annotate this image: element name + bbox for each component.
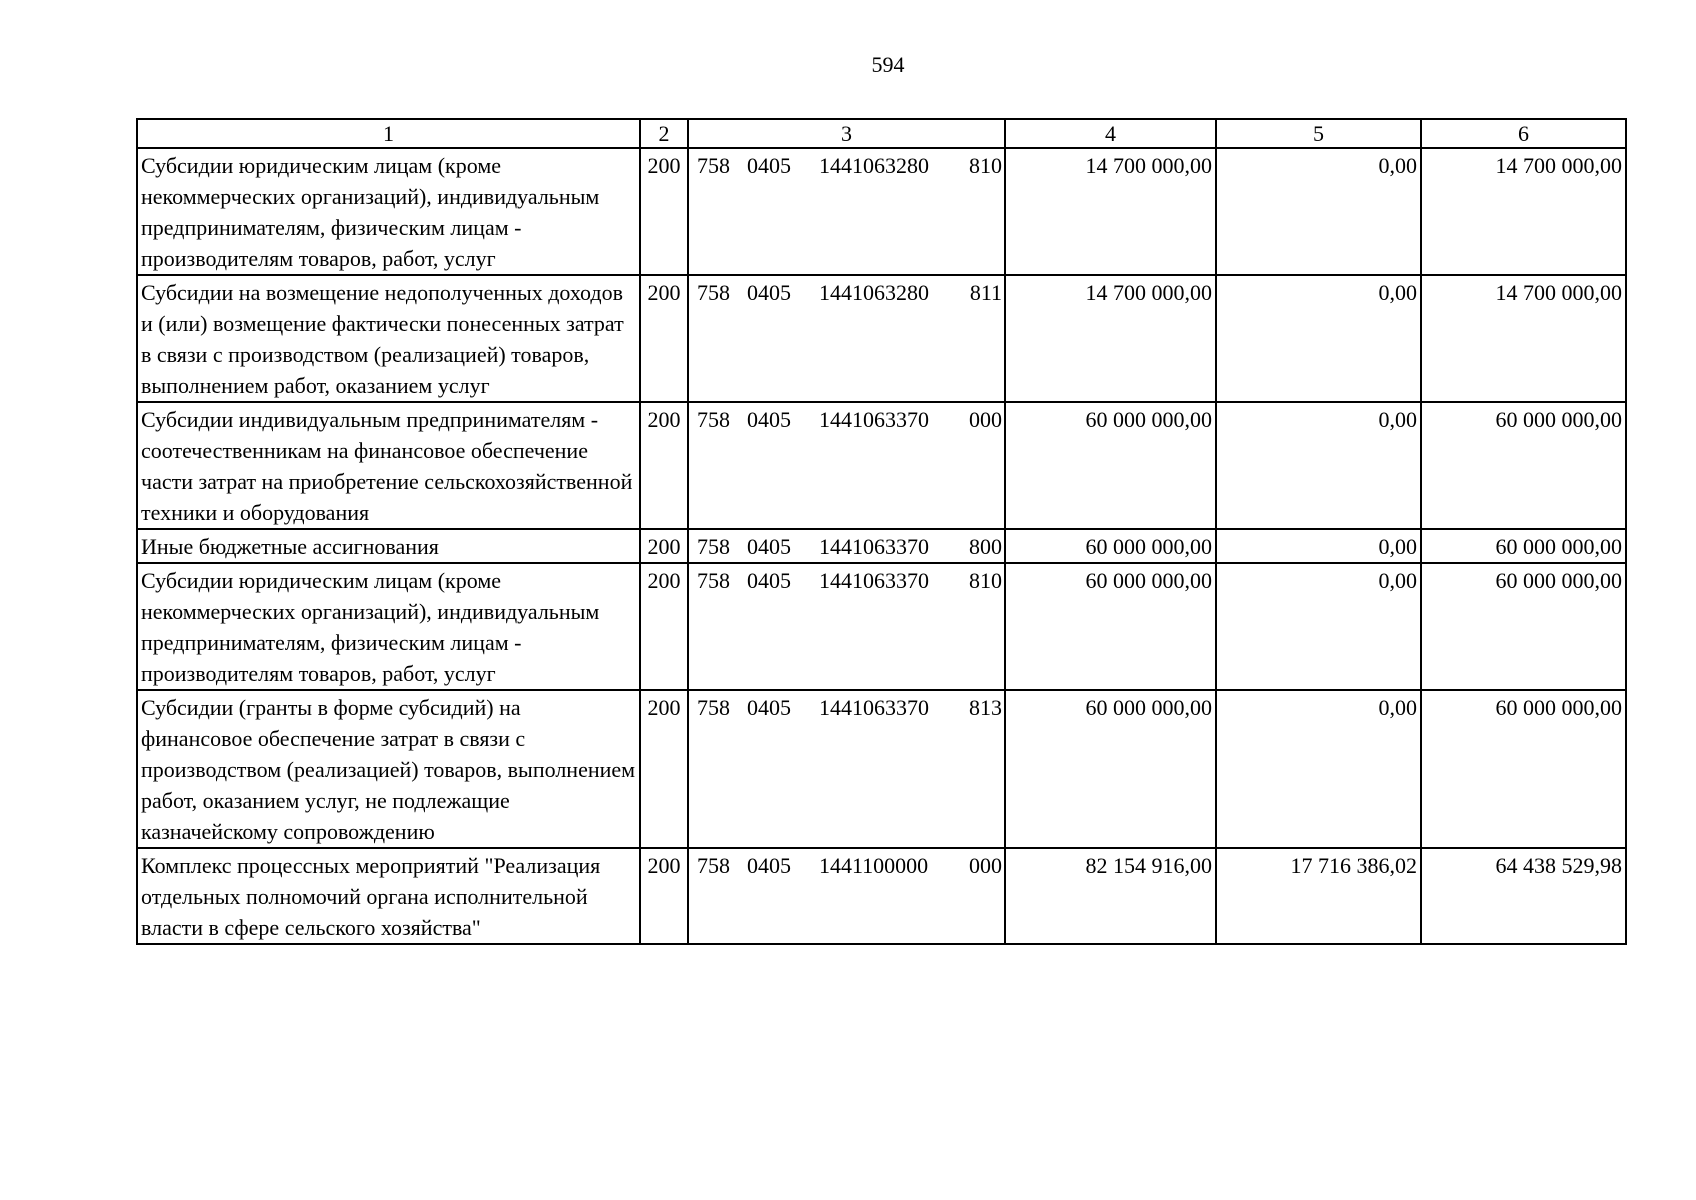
row-col6: 60 000 000,00 (1421, 529, 1626, 563)
row-col4: 60 000 000,00 (1005, 529, 1216, 563)
row-col4: 82 154 916,00 (1005, 848, 1216, 944)
row-name: Субсидии индивидуальным предпринимателям - соотечественникам на финансовое обеспечение части затрат на приобретение сельскохозяйственной техники и оборудования (137, 402, 640, 529)
code-part: 0405 (747, 568, 791, 593)
header-cell: 4 (1005, 119, 1216, 148)
code-part: 0405 (747, 280, 791, 305)
code-part: 000 (969, 407, 1002, 432)
header-cell: 6 (1421, 119, 1626, 148)
table-row (137, 690, 1626, 848)
row-col5: 17 716 386,02 (1216, 848, 1421, 944)
page-number: 594 (871, 52, 905, 77)
row-col5: 0,00 (1216, 563, 1421, 690)
row-col2: 200 (640, 148, 688, 275)
row-name: Иные бюджетные ассигнования (137, 529, 640, 563)
code-part: 758 (697, 853, 730, 878)
row-col6: 64 438 529,98 (1421, 848, 1626, 944)
code-part: 0405 (747, 407, 791, 432)
code-part: 758 (697, 280, 730, 305)
header-cell: 1 (137, 119, 640, 148)
code-part: 1441063370 (819, 407, 929, 432)
table-row (137, 148, 1626, 275)
code-part: 758 (697, 534, 730, 559)
row-col4: 60 000 000,00 (1005, 563, 1216, 690)
row-col2: 200 (640, 848, 688, 944)
row-col6: 60 000 000,00 (1421, 563, 1626, 690)
code-part: 1441063280 (819, 280, 929, 305)
code-part: 813 (969, 695, 1002, 720)
row-col4: 14 700 000,00 (1005, 275, 1216, 402)
row-col6: 14 700 000,00 (1421, 148, 1626, 275)
row-col5: 0,00 (1216, 148, 1421, 275)
row-col5: 0,00 (1216, 690, 1421, 848)
row-col6: 60 000 000,00 (1421, 690, 1626, 848)
table-header-row (137, 119, 1626, 148)
row-code (688, 690, 1005, 848)
header-cell: 5 (1216, 119, 1421, 148)
row-col2: 200 (640, 690, 688, 848)
row-name: Комплекс процессных мероприятий "Реализация отдельных полномочий органа исполнительной власти в сфере сельского хозяйства" (137, 848, 640, 944)
header-cell: 2 (640, 119, 688, 148)
budget-table (136, 118, 1627, 945)
row-code (688, 563, 1005, 690)
code-part: 000 (969, 853, 1002, 878)
row-col5: 0,00 (1216, 275, 1421, 402)
code-part: 810 (969, 568, 1002, 593)
row-name: Субсидии юридическим лицам (кроме некоммерческих организаций), индивидуальным предпринимателям, физическим лицам - производителям товаров, работ, услуг (137, 148, 640, 275)
code-part: 0405 (747, 853, 791, 878)
code-part: 758 (697, 568, 730, 593)
row-col6: 60 000 000,00 (1421, 402, 1626, 529)
row-col4: 14 700 000,00 (1005, 148, 1216, 275)
code-part: 800 (969, 534, 1002, 559)
row-col6: 14 700 000,00 (1421, 275, 1626, 402)
row-col2: 200 (640, 529, 688, 563)
table-row (137, 563, 1626, 690)
row-code (688, 848, 1005, 944)
code-part: 810 (969, 153, 1002, 178)
row-col4: 60 000 000,00 (1005, 402, 1216, 529)
row-code (688, 402, 1005, 529)
code-part: 0405 (747, 695, 791, 720)
row-code (688, 529, 1005, 563)
code-part: 0405 (747, 534, 791, 559)
row-col2: 200 (640, 402, 688, 529)
row-code (688, 275, 1005, 402)
code-part: 758 (697, 695, 730, 720)
code-part: 758 (697, 407, 730, 432)
code-part: 1441063370 (819, 568, 929, 593)
code-part: 1441063370 (819, 695, 929, 720)
row-col2: 200 (640, 275, 688, 402)
row-name: Субсидии (гранты в форме субсидий) на финансовое обеспечение затрат в связи с производством (реализацией) товаров, выполнением работ, оказанием услуг, не подлежащие казначейскому сопровождению (137, 690, 640, 848)
table-row (137, 275, 1626, 402)
row-col4: 60 000 000,00 (1005, 690, 1216, 848)
code-part: 1441100000 (819, 853, 929, 878)
code-part: 811 (969, 280, 1002, 305)
table-row (137, 848, 1626, 944)
row-col2: 200 (640, 563, 688, 690)
code-part: 758 (697, 153, 730, 178)
row-code (688, 148, 1005, 275)
code-part: 1441063280 (819, 153, 929, 178)
table-row (137, 402, 1626, 529)
code-part: 0405 (747, 153, 791, 178)
row-name: Субсидии юридическим лицам (кроме некоммерческих организаций), индивидуальным предпринимателям, физическим лицам - производителям товаров, работ, услуг (137, 563, 640, 690)
code-part: 1441063370 (819, 534, 929, 559)
header-cell: 3 (688, 119, 1005, 148)
row-col5: 0,00 (1216, 529, 1421, 563)
table-body (137, 148, 1626, 944)
row-name: Субсидии на возмещение недополученных доходов и (или) возмещение фактически понесенных затрат в связи с производством (реализацией) товаров, выполнением работ, оказанием услуг (137, 275, 640, 402)
row-col5: 0,00 (1216, 402, 1421, 529)
table-row (137, 529, 1626, 563)
